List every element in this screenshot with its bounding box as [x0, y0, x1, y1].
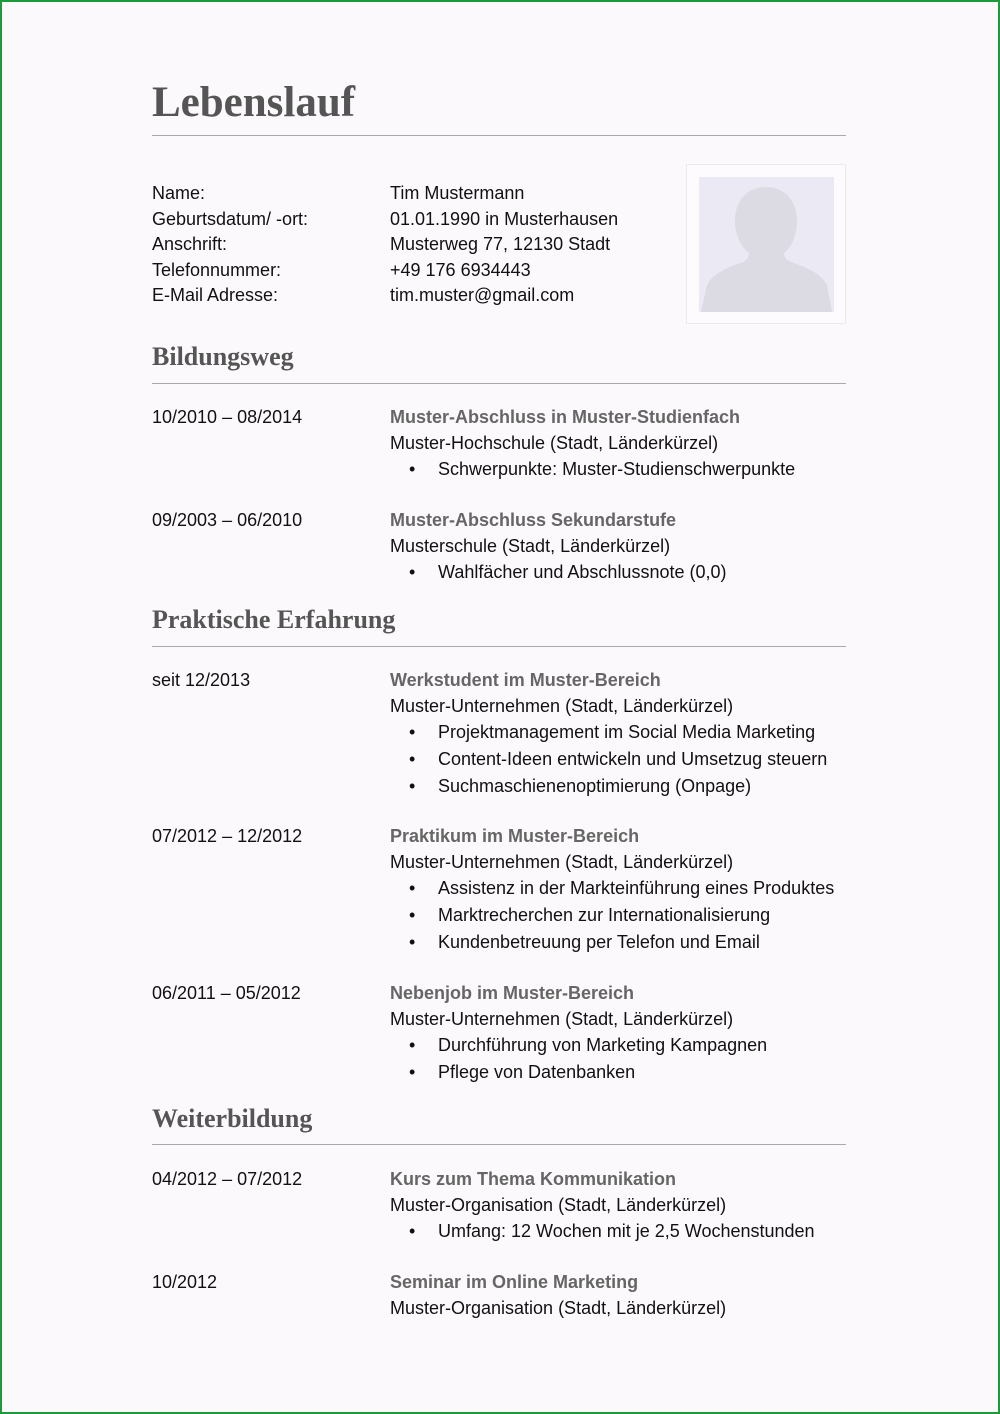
entry-organization: Muster-Unternehmen (Stadt, Länderkürzel) [390, 696, 734, 716]
entry-title: Muster-Abschluss in Muster-Studienfach [390, 407, 741, 427]
entry-organization: Muster-Hochschule (Stadt, Länderkürzel) [390, 433, 719, 453]
personal-row [152, 233, 682, 259]
entry-organization: Muster-Organisation (Stadt, Länderkürzel) [390, 1298, 727, 1318]
bullet-item: • Pflege von Datenbanken [390, 1061, 850, 1088]
personal-value: tim.muster@gmail.com [390, 285, 575, 305]
personal-row [152, 182, 682, 208]
entry-title: Muster-Abschluss Sekundarstufe [390, 510, 677, 530]
entry-date: 09/2003 – 06/2010 [152, 510, 303, 530]
personal-value: Musterweg 77, 12130 Stadt [390, 234, 611, 254]
bullet-item: • Marktrecherchen zur Internationalisierung [390, 904, 850, 931]
personal-value: 01.01.1990 in Musterhausen [390, 208, 619, 229]
bullet-item: • Durchführung von Marketing Kampagnen [390, 1034, 850, 1061]
entry-date: 04/2012 – 07/2012 [152, 1169, 303, 1189]
section-divider [152, 1144, 846, 1145]
entry-content [390, 406, 850, 485]
document-title: Lebenslauf [152, 79, 356, 126]
personal-label: Geburtsdatum/ -ort: [152, 208, 309, 229]
bullet-item: • Projektmanagement im Social Media Marketing [390, 721, 850, 748]
personal-row [152, 284, 682, 310]
bullet-item: • Wahlfächer und Abschlussnote (0,0) [390, 561, 850, 588]
title-divider [152, 135, 846, 136]
entry-bullets [390, 458, 850, 485]
entry-organization: Muster-Organisation (Stadt, Länderkürzel) [390, 1195, 727, 1215]
bullet-item: • Content-Ideen entwickeln und Umsetzug steuern [390, 748, 850, 775]
personal-value: +49 176 6934443 [390, 259, 531, 280]
entry-organization: Muster-Unternehmen (Stadt, Länderkürzel) [390, 852, 734, 872]
entry-date: 10/2010 – 08/2014 [152, 407, 303, 427]
entry-organization: Musterschule (Stadt, Länderkürzel) [390, 536, 671, 556]
entry-content [390, 825, 850, 958]
entry-bullets [390, 1034, 850, 1088]
bullet-item: • Umfang: 12 Wochen mit je 2,5 Wochenstunden [390, 1220, 850, 1247]
entry-content [390, 1168, 850, 1247]
silhouette-icon [699, 177, 834, 312]
entry-title: Seminar im Online Marketing [390, 1272, 639, 1292]
personal-label: Name: [152, 183, 206, 203]
entry-title: Kurs zum Thema Kommunikation [390, 1169, 677, 1189]
entry-date: 06/2011 – 05/2012 [152, 983, 301, 1003]
personal-label: Anschrift: [152, 234, 228, 254]
entry-date: 07/2012 – 12/2012 [152, 826, 303, 846]
entry-bullets [390, 877, 850, 958]
bullet-item: • Assistenz in der Markteinführung eines Produktes [390, 877, 850, 904]
entry-date: 10/2012 [152, 1272, 218, 1292]
entry-title: Praktikum im Muster-Bereich [390, 826, 640, 846]
entry-title: Nebenjob im Muster-Bereich [390, 983, 635, 1003]
personal-row [152, 208, 682, 234]
bullet-item: • Kundenbetreuung per Telefon und Email [390, 931, 850, 958]
entry-bullets [390, 721, 850, 802]
bullet-item: • Schwerpunkte: Muster-Studienschwerpunkte [390, 458, 850, 485]
personal-label: Telefonnummer: [152, 259, 282, 280]
section-heading-experience: Praktische Erfahrung [152, 605, 396, 634]
bullet-item: • Suchmaschienenoptimierung (Onpage) [390, 775, 850, 802]
personal-row [152, 259, 682, 285]
section-heading-education: Bildungsweg [152, 342, 294, 371]
entry-organization: Muster-Unternehmen (Stadt, Länderkürzel) [390, 1009, 734, 1029]
entry-content [390, 982, 850, 1088]
entry-content [390, 669, 850, 802]
section-heading-training: Weiterbildung [152, 1104, 313, 1133]
personal-label: E-Mail Adresse: [152, 285, 279, 305]
avatar-placeholder-icon [699, 177, 834, 312]
entry-bullets [390, 1220, 850, 1247]
entry-content [390, 1271, 850, 1323]
personal-value: Tim Mustermann [390, 183, 525, 203]
profile-photo [686, 164, 846, 324]
section-divider [152, 646, 846, 647]
section-divider [152, 383, 846, 384]
entry-content [390, 509, 850, 588]
entry-date: seit 12/2013 [152, 670, 251, 690]
entry-bullets [390, 561, 850, 588]
entry-title: Werkstudent im Muster-Bereich [390, 670, 661, 690]
personal-info [152, 182, 682, 310]
